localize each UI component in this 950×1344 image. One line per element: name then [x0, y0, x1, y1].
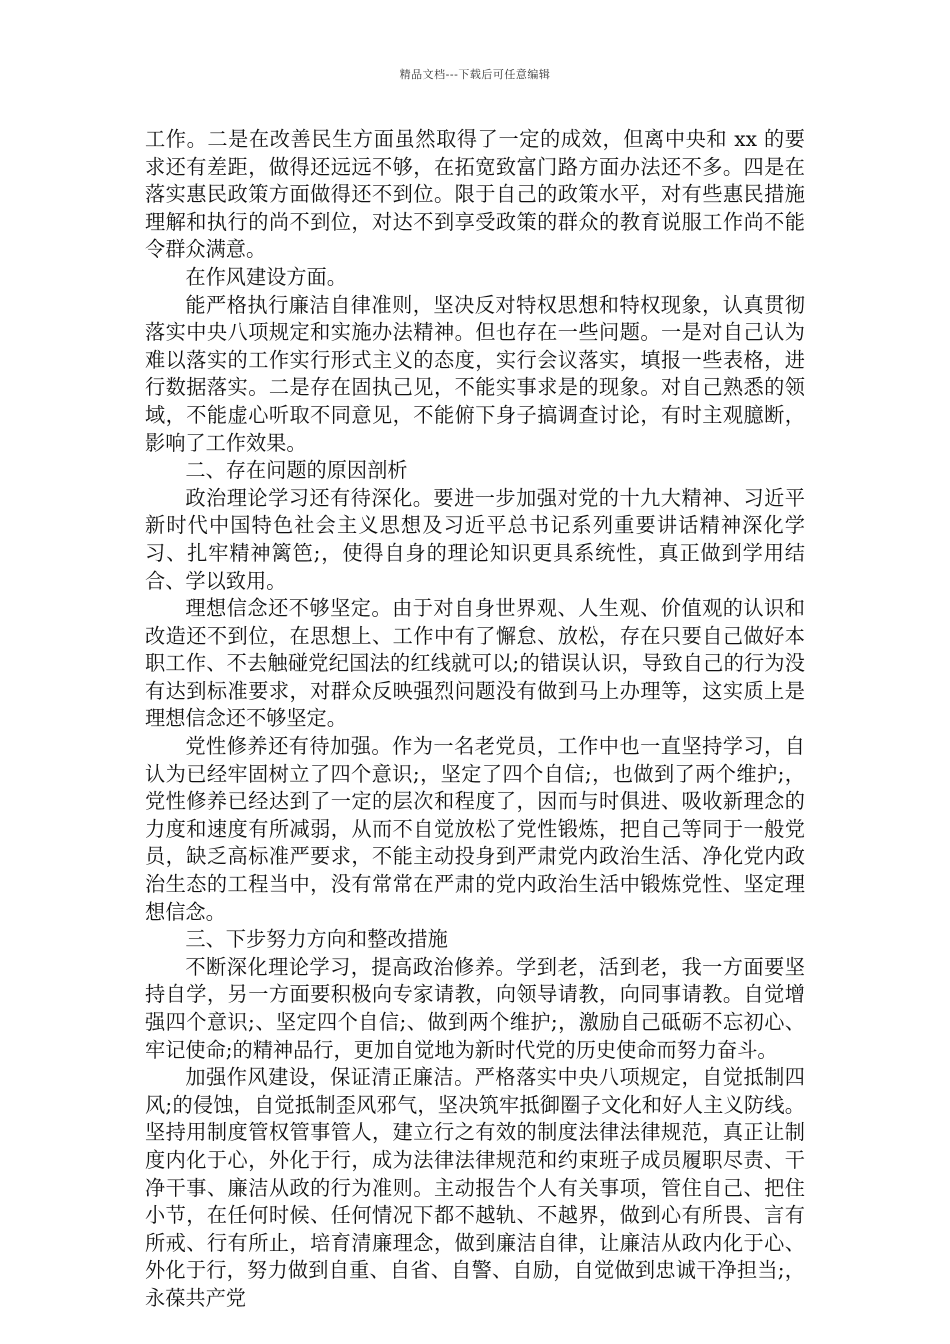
paragraph: 工作。二是在改善民生方面虽然取得了一定的成效，但离中央和 xx 的要求还有差距，做得还远远不够，在拓宽致富门路方面办法还不多。四是在落实惠民政策方面做得还不到位。限于自己的政策水平，对有些惠民措施理解和执行的尚不到位，对达不到享受政策的群众的教育说服工作尚不能令群众满意。: [145, 127, 805, 262]
section-heading: 三、下步努力方向和整改措施: [185, 927, 448, 952]
section-heading: 在作风建设方面。: [185, 264, 347, 289]
paragraph: 加强作风建设，保证清正廉洁。严格落实中央八项规定，自觉抵制四风;的侵蚀，自觉抵制歪风邪气，坚决筑牢抵御圈子文化和好人主义防线。坚持用制度管权管事管人，建立行之有效的制度法律法律规范，真正让制度内化于心，外化于行，成为法律法律规范和约束班子成员履职尽责、干净干事、廉洁从政的行为准则。主动报告个人有关事项，管住自己、把住小节，在任何时候、任何情况下都不越轨、不越界，做到心有所畏、言有所戒、行有所止，培育清廉理念，做到廉洁自律，让廉洁从政内化于心、外化于行，努力做到自重、自省、自警、自励，自觉做到忠诚干净担当;，永葆共产党: [145, 1065, 805, 1310]
paragraph: 能严格执行廉洁自律准则，坚决反对特权思想和特权现象，认真贯彻落实中央八项规定和实施办法精神。但也存在一些问题。一是对自己认为难以落实的工作实行形式主义的态度，实行会议落实，填报一些表格，进行数据落实。二是存在固执己见，不能实事求是的现象。对自己熟悉的领域，不能虚心听取不同意见，不能俯下身子搞调查讨论，有时主观臆断，影响了工作效果。: [145, 292, 805, 455]
paragraph: 不断深化理论学习，提高政治修养。学到老，活到老，我一方面要坚持自学，另一方面要积极向专家请教，向领导请教，向同事请教。自觉增强四个意识;、坚定四个自信;、做到两个维护;，激励自己砥砺不忘初心、牢记使命;的精神品行，更加自觉地为新时代党的历史使命而努力奋斗。: [145, 954, 805, 1062]
paragraph: 党性修养还有待加强。作为一名老党员，工作中也一直坚持学习，自认为已经牢固树立了四个意识;，坚定了四个自信;，也做到了两个维护;，党性修养已经达到了一定的层次和程度了，因而与时俱进、吸收新理念的力度和速度有所减弱，从而不自觉放松了党性锻炼，把自己等同于一般党员，缺乏高标准严要求，不能主动投身到严肃党内政治生活、净化党内政治生态的工程当中，没有常常在严肃的党内政治生活中锻炼党性、坚定理想信念。: [145, 734, 805, 924]
section-heading: 二、存在问题的原因剖析: [185, 458, 408, 483]
paragraph: 理想信念还不够坚定。由于对自身世界观、人生观、价值观的认识和改造还不到位，在思想上、工作中有了懈怠、放松，存在只要自己做好本职工作、不去触碰党纪国法的红线就可以;的错误认识，导致自己的行为没有达到标准要求，对群众反映强烈问题没有做到马上办理等，这实质上是理想信念还不够坚定。: [145, 596, 805, 731]
page-header: 精品文档---下载后可任意编辑: [399, 68, 551, 81]
paragraph: 政治理论学习还有待深化。要进一步加强对党的十九大精神、习近平新时代中国特色社会主义思想及习近平总书记系列重要讲话精神深化学习、扎牢精神篱笆;，使得自身的理论知识更具系统性，真正做到学用结合、学以致用。: [145, 485, 805, 593]
document-body: [145, 126, 805, 1313]
